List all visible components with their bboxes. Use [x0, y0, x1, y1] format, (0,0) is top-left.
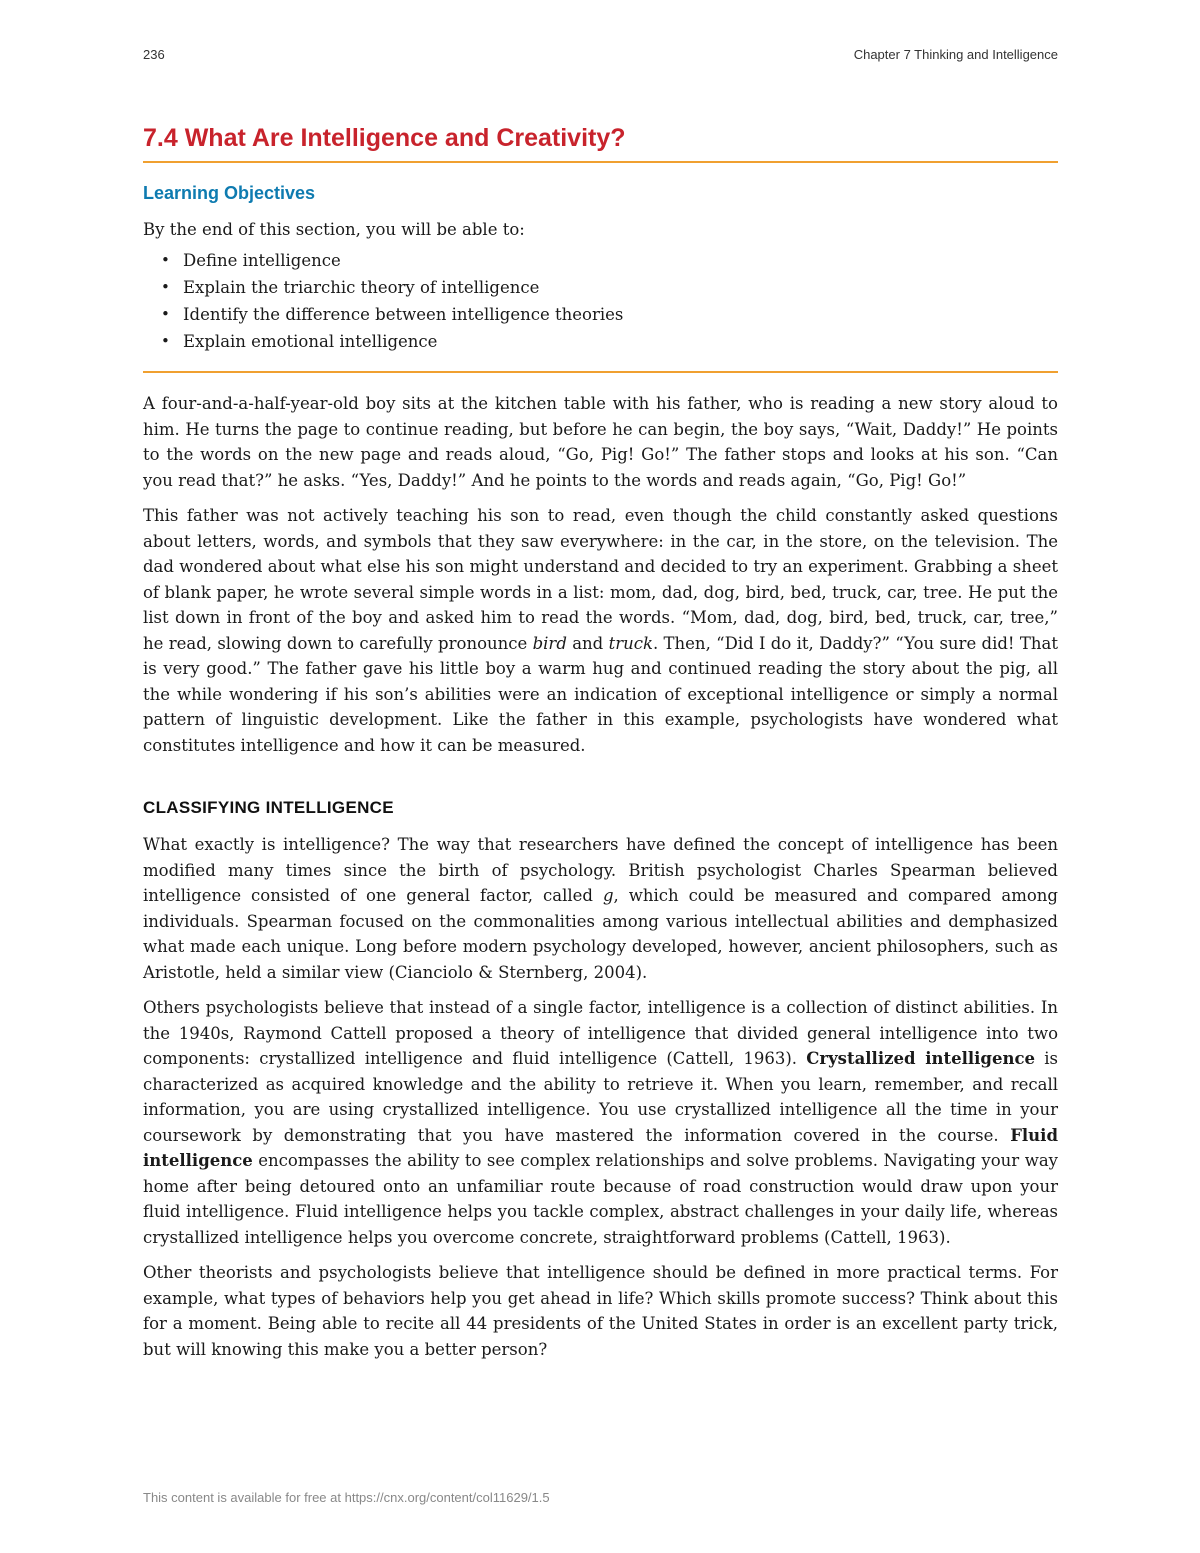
objective-item: • Explain emotional intelligence — [183, 328, 1058, 355]
paragraph-text: encompasses the ability to see complex relationships and solve problems. Navigating your way home after being detoured onto an unfamiliar route because of road construction would draw upon your fluid intelligence. Fluid intelligence helps you tackle complex, abstract challenges in your daily life, whereas crystallized intelligence helps you overcome concrete, straightforward problems (Cattell, 1963). — [143, 1151, 1058, 1247]
learning-objectives-box — [143, 163, 1058, 373]
objective-item: • Identify the difference between intelligence theories — [183, 301, 1058, 328]
paragraph-text: What exactly is intelligence? The way that researchers have defined the concept of intelligence has been modified many times since the birth of psychology. British psychologist Charles Spearman believed intelligence consisted of one general factor, called — [143, 835, 1058, 905]
emphasis-word: truck — [608, 633, 653, 653]
objective-item: • Explain the triarchic theory of intelligence — [183, 274, 1058, 301]
key-term: Crystallized intelligence — [806, 1049, 1035, 1068]
objective-item: • Define intelligence — [183, 247, 1058, 274]
paragraph-experiment — [143, 503, 1058, 758]
classifying-heading: CLASSIFYING INTELLIGENCE — [143, 798, 394, 817]
emphasis-word: g — [602, 886, 614, 905]
paragraph-text: is characterized as acquired knowledge and the ability to retrieve it. When you learn, remember, and recall information, you are using crystallized intelligence. You use crystallized intelligence all the time in your coursework by demonstrating that you have mastered the information covered in the course. — [143, 1049, 1058, 1145]
intro-paragraphs — [143, 373, 1058, 758]
paragraph-text: This father was not actively teaching his son to read, even though the child constantly asked questions about letters, words, and symbols that they saw everywhere: in the car, in the store, on the television. The dad wondered about what else his son might understand and decided to try an experiment. Grabbing a sheet of blank paper, he wrote several simple words in a list: mom, dad, dog, bird, bed, truck, car, tree. He put the list down in front of the boy and asked him to read the words. “Mom, dad, dog, bird, bed, truck, car, tree,” he read, slowing down to carefully pronounce — [143, 506, 1058, 653]
running-header — [143, 47, 1058, 67]
objectives-list — [143, 247, 1058, 355]
learning-objectives-heading: Learning Objectives — [143, 183, 316, 203]
page-content — [143, 118, 1058, 1372]
paragraph-practical: Other theorists and psychologists believe that intelligence should be defined in more practical terms. For example, what types of behaviors help you get ahead in life? Which skills promote success? Think about this for a moment. Being able to recite all 44 presidents of the United States in order is an excellent party trick, but will knowing this make you a better person? — [143, 1263, 1058, 1359]
key-term: Fluid intelligence — [143, 1125, 1058, 1170]
paragraph-spearman — [143, 832, 1058, 985]
chapter-title: Chapter 7 Thinking and Intelligence — [853, 47, 1058, 62]
section-title: 7.4 What Are Intelligence and Creativity? — [143, 118, 1058, 163]
page-number: 236 — [143, 47, 165, 62]
paragraph-story: A four-and-a-half-year-old boy sits at the kitchen table with his father, who is reading a new story aloud to him. He turns the page to continue reading, but before he can begin, the boy says, “Wait, Daddy!” He points to the words on the new page and reads aloud, “Go, Pig! Go!” The father stops and looks at his son. “Can you read that?” he asks. “Yes, Daddy!” And he points to the words and reads again, “Go, Pig! Go!” — [143, 394, 1058, 490]
paragraph-text: . Then, “Did I do it, Daddy?” “You sure did! That is very good.” The father gave his little boy a warm hug and continued reading the story about the pig, all the while wondering if his son’s abilities were an indication of exceptional intelligence or simply a normal pattern of linguistic development. Like the father in this example, psychologists have wondered what constitutes intelligence and how it can be measured. — [143, 633, 1058, 755]
paragraph-cattell — [143, 995, 1058, 1250]
paragraph-text: Others psychologists believe that instead of a single factor, intelligence is a collection of distinct abilities. In the 1940s, Raymond Cattell proposed a theory of intelligence that divided general intelligence into two components: crystallized intelligence and fluid intelligence (Cattell, 1963). — [143, 998, 1058, 1068]
footer-note: This content is available for free at https://cnx.org/content/col11629/1.5 — [143, 1490, 550, 1505]
paragraph-text: , which could be measured and compared among individuals. Spearman focused on the commonalities among various intellectual abilities and demphasized what made each unique. Long before modern psychology developed, however, ancient philosophers, such as Aristotle, held a similar view (Cianciolo & Sternberg, 2004). — [143, 886, 1058, 982]
learning-objectives-intro: By the end of this section, you will be able to: — [143, 220, 525, 239]
emphasis-word: bird — [532, 633, 567, 653]
paragraph-text: and — [566, 633, 609, 653]
